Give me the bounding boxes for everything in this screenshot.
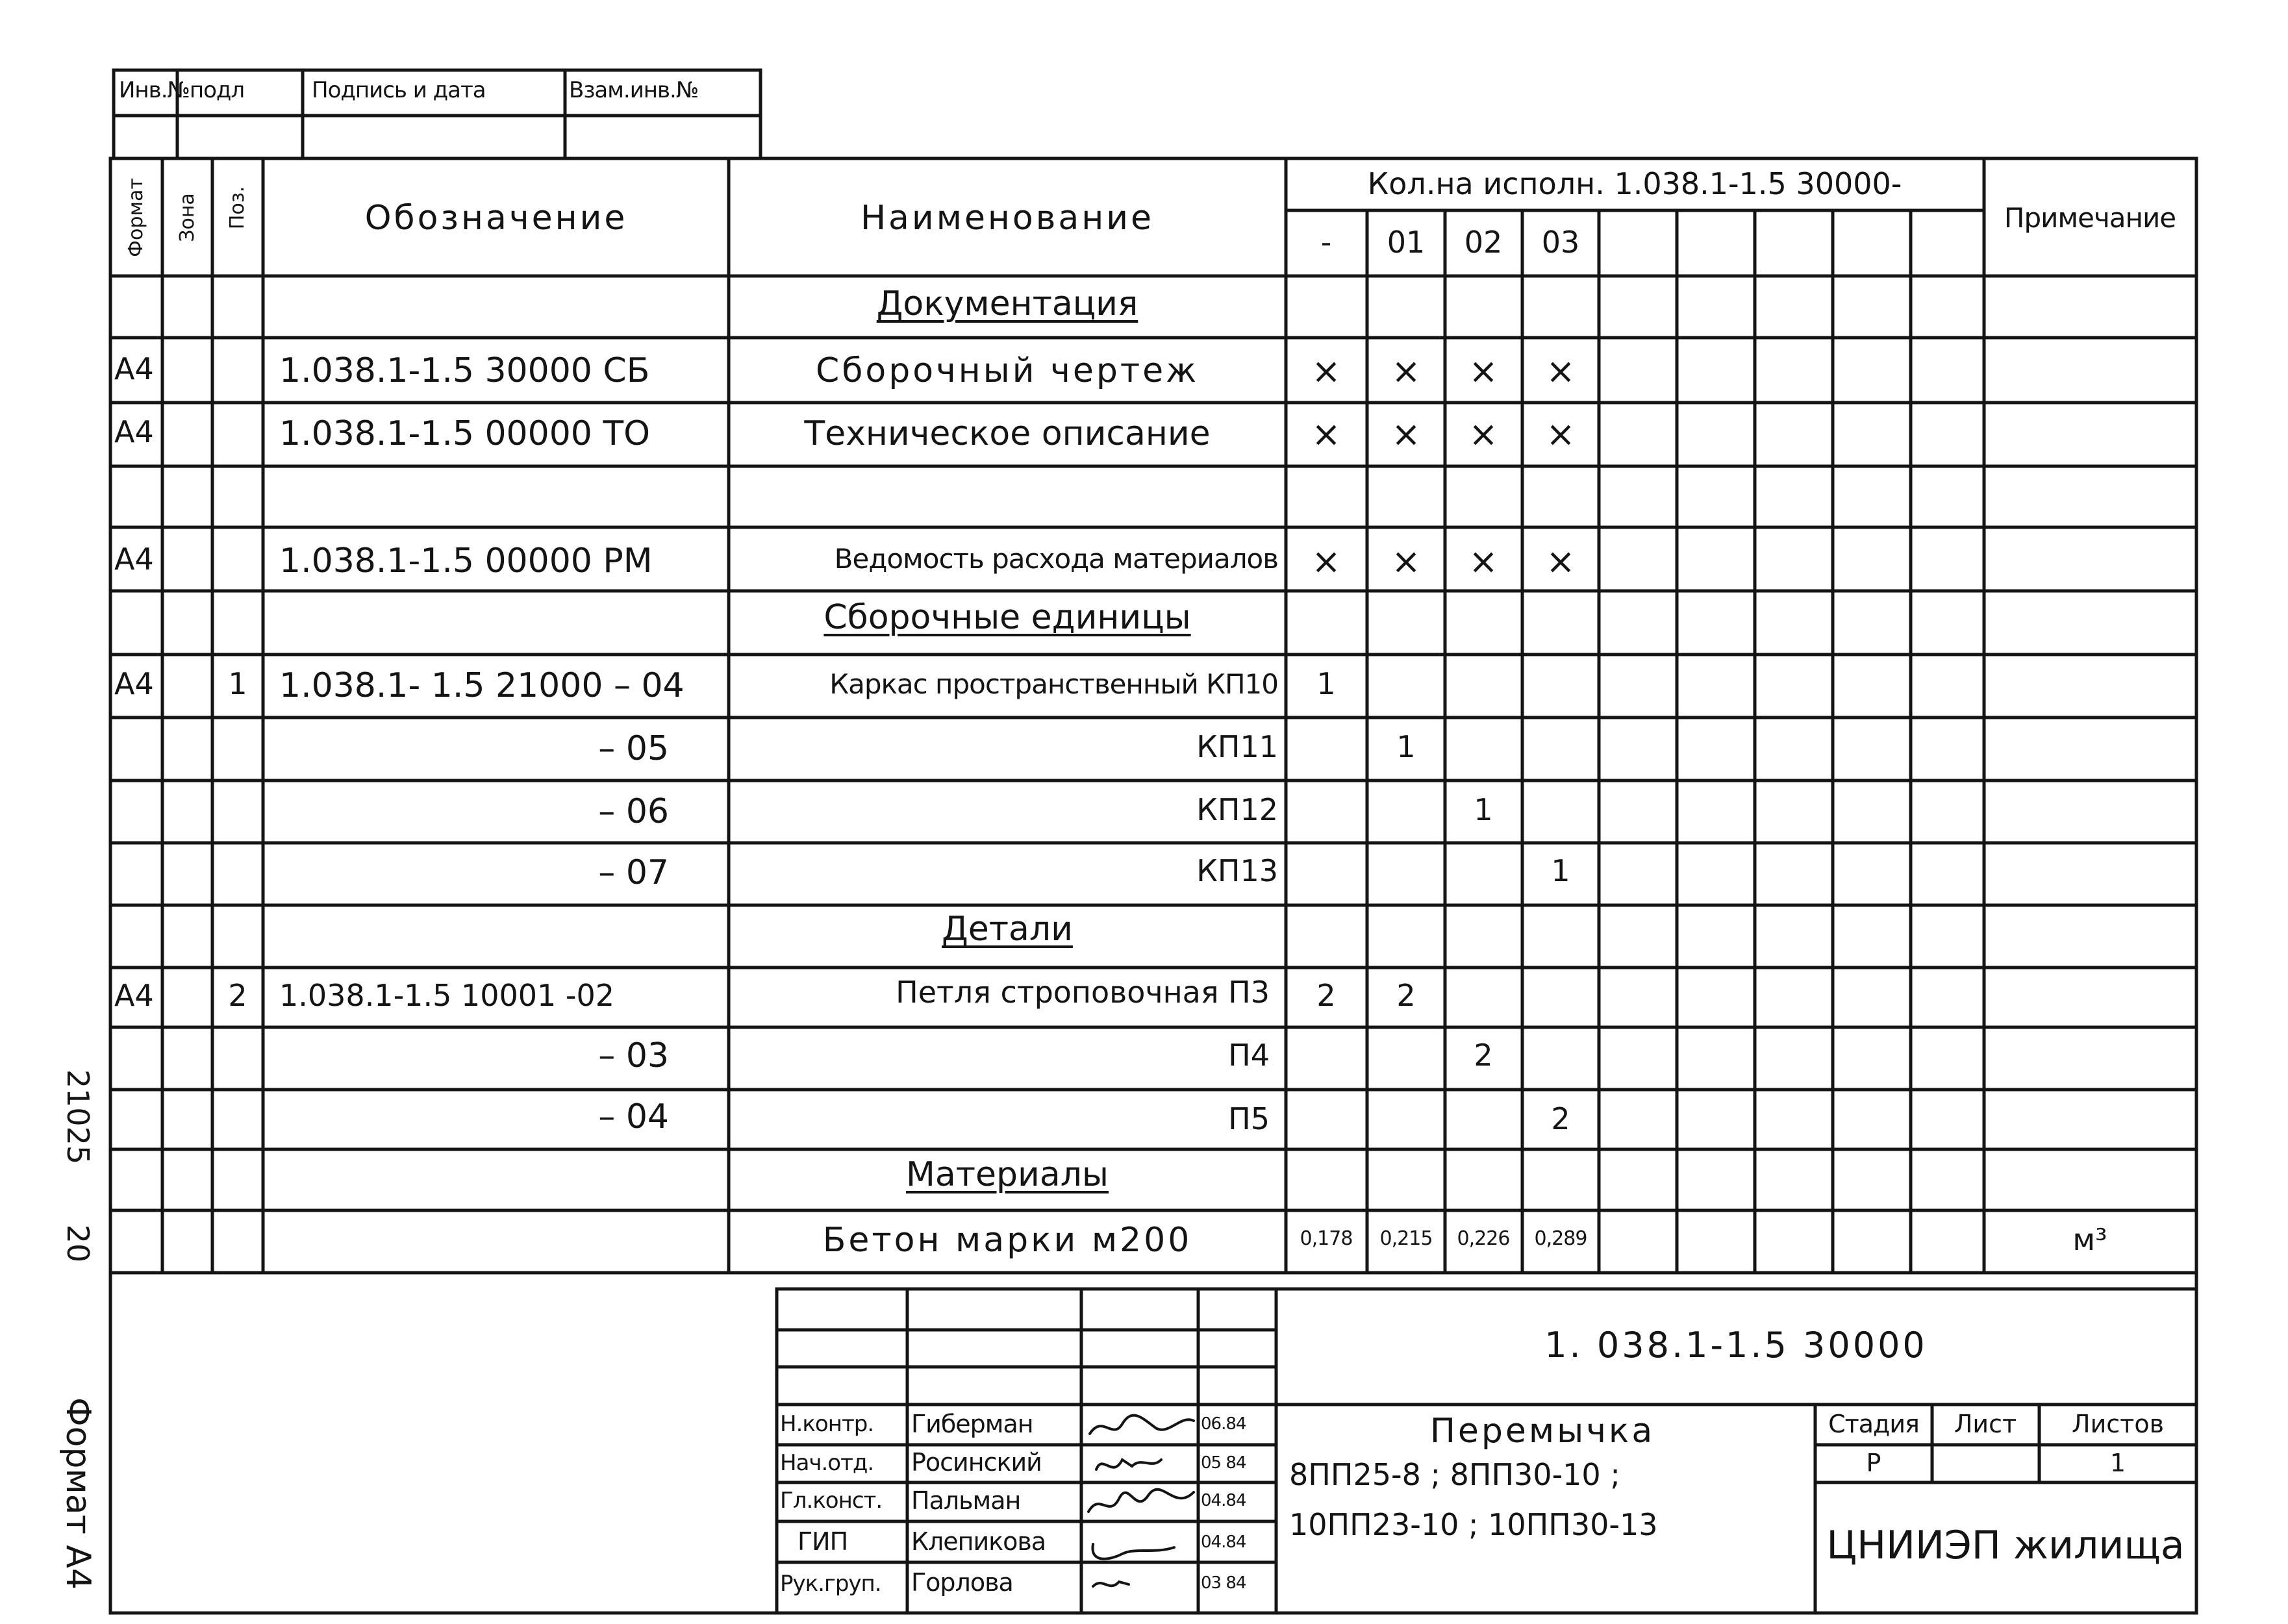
row6-format: А4 <box>114 666 154 701</box>
row4-qty-2: × <box>1468 541 1498 582</box>
handwritten-signatures <box>1083 1408 1197 1612</box>
row2-name: Техническое описание <box>804 414 1211 453</box>
signature-klepikova <box>1092 1544 1174 1559</box>
header-note: Примечание <box>2004 202 2176 234</box>
row1-name: Сборочный чертеж <box>816 351 1199 390</box>
stamp-signature-label: Подпись и дата <box>312 77 486 103</box>
sign-name-3: Клепикова <box>911 1527 1046 1556</box>
row2-qty-0: × <box>1311 414 1341 455</box>
sign-date-3: 04.84 <box>1201 1532 1246 1552</box>
row7-qty-1: 1 <box>1396 729 1416 764</box>
sign-date-1: 05 84 <box>1201 1453 1246 1473</box>
row13-designation-suffix: – 04 <box>598 1097 669 1136</box>
sheets-label: Листов <box>2072 1410 2164 1438</box>
sign-name-1: Росинский <box>911 1448 1042 1477</box>
row1-format: А4 <box>114 351 154 386</box>
signature-palman <box>1088 1490 1194 1512</box>
doc-number: 1. 038.1-1.5 30000 <box>1544 1325 1928 1366</box>
header-name: Наименование <box>860 199 1155 238</box>
row2-qty-2: × <box>1468 414 1498 455</box>
row8-qty-2: 1 <box>1474 792 1493 827</box>
organization: ЦНИИЭП жилища <box>1826 1523 2185 1568</box>
row4-name: Ведомость расхода материалов <box>834 543 1278 575</box>
row1-qty-0: × <box>1311 351 1341 392</box>
stamp-inv-label: Инв.№подл <box>119 77 245 103</box>
sign-role-1: Нач.отд. <box>780 1450 874 1476</box>
row2-qty-1: × <box>1391 414 1421 455</box>
row6-name: Каркас пространственный КП10 <box>829 668 1278 700</box>
row11-qty-0: 2 <box>1316 978 1336 1013</box>
row12-qty-2: 2 <box>1474 1038 1493 1073</box>
header-format: Формат <box>125 178 147 257</box>
sign-role-0: Н.контр. <box>780 1411 874 1437</box>
row13-qty-3: 2 <box>1551 1101 1570 1136</box>
row4-qty-0: × <box>1311 541 1341 582</box>
archive-sheet: 20 <box>60 1224 95 1263</box>
sign-date-4: 03 84 <box>1201 1573 1246 1593</box>
row2-qty-3: × <box>1546 414 1576 455</box>
row9-qty-3: 1 <box>1551 853 1570 888</box>
sign-name-0: Гиберман <box>911 1410 1033 1438</box>
row15-qty-1: 0,215 <box>1379 1227 1433 1250</box>
row15-qty-3: 0,289 <box>1534 1227 1587 1250</box>
stamp-replace-label: Взам.инв.№ <box>569 77 699 103</box>
row12-designation-suffix: – 03 <box>598 1036 669 1075</box>
row4-qty-1: × <box>1391 541 1421 582</box>
row2-designation: 1.038.1-1.5 00000 ТО <box>279 414 651 453</box>
sign-role-3: ГИП <box>798 1527 848 1556</box>
header-variant-02: 02 <box>1464 225 1503 260</box>
archive-number: 21025 <box>60 1069 95 1165</box>
product-marks-line2: 10ПП23-10 ; 10ПП30-13 <box>1289 1507 1658 1542</box>
sheet-label: Лист <box>1954 1410 2017 1438</box>
sign-date-0: 06.84 <box>1201 1414 1246 1434</box>
row15-qty-0: 0,178 <box>1300 1227 1353 1250</box>
row7-name: КП11 <box>1196 729 1278 764</box>
row4-qty-3: × <box>1546 541 1576 582</box>
row8-name: КП12 <box>1196 792 1278 827</box>
row15-note: м³ <box>2072 1222 2107 1257</box>
product-name: Перемычка <box>1429 1412 1655 1451</box>
row4-format: А4 <box>114 542 154 577</box>
row1-designation: 1.038.1-1.5 30000 СБ <box>279 351 650 390</box>
sheets-value: 1 <box>2109 1449 2126 1477</box>
row9-designation-suffix: – 07 <box>598 853 669 892</box>
row11-qty-1: 2 <box>1396 978 1416 1013</box>
sign-role-2: Гл.конст. <box>780 1488 883 1514</box>
header-variant-01: 01 <box>1387 225 1426 260</box>
signature-gorlova <box>1093 1582 1129 1586</box>
header-variant-base: - <box>1320 225 1332 260</box>
section-documentation: Документация <box>876 284 1138 323</box>
header-zone: Зона <box>176 193 199 242</box>
row6-pos: 1 <box>228 666 247 701</box>
row9-name: КП13 <box>1196 853 1278 888</box>
row1-qty-1: × <box>1391 351 1421 392</box>
row11-pos: 2 <box>228 978 247 1013</box>
section-details: Детали <box>942 910 1073 949</box>
row2-format: А4 <box>114 414 154 449</box>
row11-format: А4 <box>114 978 154 1013</box>
row7-designation-suffix: – 05 <box>598 729 669 768</box>
header-pos: Поз. <box>226 186 249 230</box>
row13-name: П5 <box>1228 1101 1270 1136</box>
row11-name: Петля строповочная П3 <box>896 975 1270 1010</box>
header-variant-03: 03 <box>1541 225 1580 260</box>
stage-label: Стадия <box>1828 1410 1919 1438</box>
sign-date-2: 04.84 <box>1201 1491 1246 1510</box>
sign-name-2: Пальман <box>911 1486 1021 1515</box>
product-marks-line1: 8ПП25-8 ; 8ПП30-10 ; <box>1289 1457 1620 1492</box>
row8-designation-suffix: – 06 <box>598 792 669 831</box>
row6-qty-0: 1 <box>1316 666 1336 701</box>
section-materials: Материалы <box>906 1155 1109 1194</box>
sign-name-4: Горлова <box>911 1568 1013 1597</box>
row1-qty-3: × <box>1546 351 1576 392</box>
header-designation: Обозначение <box>364 199 628 238</box>
row11-designation: 1.038.1-1.5 10001 -02 <box>279 978 615 1013</box>
row6-designation: 1.038.1- 1.5 21000 – 04 <box>279 666 685 705</box>
sign-role-4: Рук.груп. <box>780 1571 881 1597</box>
row4-designation: 1.038.1-1.5 00000 РМ <box>279 542 653 581</box>
signature-rosinsky <box>1096 1460 1161 1469</box>
format-label: Формат А4 <box>58 1397 97 1590</box>
signature-gibermann <box>1090 1416 1194 1434</box>
row15-name: Бетон марки м200 <box>822 1221 1192 1260</box>
header-qty-title: Кол.на исполн. 1.038.1-1.5 30000- <box>1367 166 1902 201</box>
stage-value: Р <box>1866 1449 1881 1477</box>
section-assembly-units: Сборочные единицы <box>823 598 1191 637</box>
row15-qty-2: 0,226 <box>1457 1227 1510 1250</box>
row1-qty-2: × <box>1468 351 1498 392</box>
row12-name: П4 <box>1228 1038 1270 1073</box>
